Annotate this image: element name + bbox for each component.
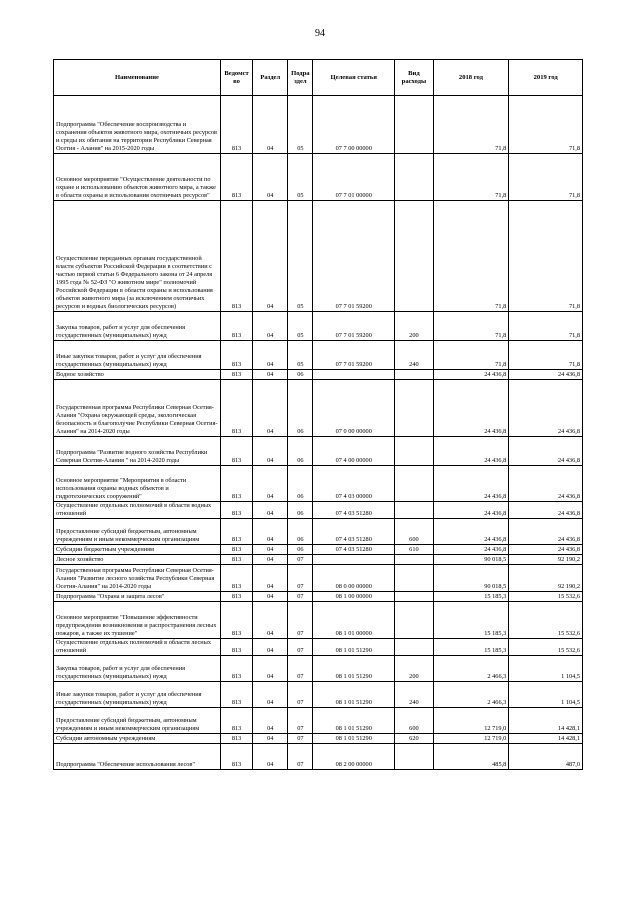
cell-section: 04 [253,96,288,154]
cell-expense-type [395,565,433,592]
cell-expense-type [395,466,433,502]
header-department: Ведомст во [220,60,252,96]
cell-year-2019: 92 190,2 [509,555,583,565]
cell-year-2019: 14 428,1 [509,734,583,744]
table-row [54,502,583,519]
cell-subsection: 06 [288,370,313,380]
cell-name: Водное хозяйство [54,370,221,380]
cell-year-2018: 12 719,0 [433,708,509,734]
cell-section: 04 [253,565,288,592]
cell-subsection: 07 [288,565,313,592]
cell-year-2018: 24 436,8 [433,370,509,380]
cell-year-2018: 12 719,0 [433,734,509,744]
cell-target: 07 7 01 59200 [313,341,395,370]
cell-expense-type [395,370,433,380]
cell-year-2019: 24 436,8 [509,519,583,545]
cell-subsection: 06 [288,437,313,466]
cell-year-2018: 90 018,5 [433,565,509,592]
cell-year-2019: 15 532,6 [509,602,583,639]
cell-department: 813 [220,708,252,734]
cell-year-2018: 24 436,8 [433,380,509,437]
cell-target: 07 7 00 00000 [313,96,395,154]
cell-target: 08 1 01 51290 [313,656,395,682]
cell-expense-type: 610 [395,545,433,555]
cell-department: 813 [220,437,252,466]
page-number: 94 [315,28,325,39]
table-row [54,519,583,545]
table-body [54,96,583,770]
cell-year-2018: 71,8 [433,96,509,154]
table-row [54,466,583,502]
cell-year-2019: 71,8 [509,312,583,341]
cell-name: Государственная программа Республики Северная Осетия-Алания "Развитие лесного хозяйства Республики Северная Осетия-Алания" на 2014-2020 годы [54,565,221,592]
table-row [54,602,583,639]
cell-department: 813 [220,639,252,656]
cell-name: Закупка товаров, работ и услуг для обеспечения государственных (муниципальных) нужд [54,312,221,341]
cell-expense-type [395,201,433,312]
table-row [54,341,583,370]
budget-table [53,59,583,770]
cell-subsection: 07 [288,639,313,656]
cell-year-2018: 485,8 [433,744,509,770]
header-target: Целевая статья [313,60,395,96]
cell-name: Субсидии автономным учреждениям [54,734,221,744]
cell-expense-type: 600 [395,708,433,734]
cell-section: 04 [253,341,288,370]
cell-name: Государственная программа Республики Северная Осетия-Алания "Охрана окружающей среды, экологическая безопасность и благополучие Республики Северная Осетия-Алания" на 2014-2020 годы [54,380,221,437]
cell-expense-type: 200 [395,656,433,682]
table-row [54,312,583,341]
cell-expense-type [395,380,433,437]
cell-expense-type: 240 [395,682,433,708]
cell-year-2018: 24 436,8 [433,545,509,555]
cell-name: Основное мероприятие "Мероприятия в области использования охраны водных объектов и гидротехнических сооружений" [54,466,221,502]
cell-target: 07 7 01 00000 [313,154,395,201]
header-subsection: Подра здел [288,60,313,96]
cell-section: 04 [253,708,288,734]
table-row [54,380,583,437]
cell-department: 813 [220,154,252,201]
cell-year-2018: 24 436,8 [433,519,509,545]
table-row [54,370,583,380]
cell-name: Предоставление субсидий бюджетным, автономным учреждениям и иным некоммерческим организациям [54,708,221,734]
cell-target: 07 4 03 00000 [313,466,395,502]
cell-subsection: 07 [288,656,313,682]
cell-year-2019: 24 436,8 [509,437,583,466]
cell-year-2019: 24 436,8 [509,502,583,519]
cell-name: Осуществление переданных органам государственной власти субъектов Российской Федерации в соответствии с частью первой статьи 6 Федерального закона от 24 апреля 1995 года № 52-ФЗ "О животном мире" полномочий Российской Федерации в области охраны и использования объектов животного мира (за исключением охотничьих ресурсов и водных биологических ресурсов) [54,201,221,312]
cell-target: 08 1 00 00000 [313,592,395,602]
cell-expense-type: 600 [395,519,433,545]
cell-target: 07 4 03 51280 [313,519,395,545]
table-row [54,437,583,466]
cell-subsection: 06 [288,545,313,555]
cell-name: Лесное хозяйство [54,555,221,565]
table-row [54,708,583,734]
cell-subsection: 07 [288,682,313,708]
cell-year-2018: 15 185,3 [433,592,509,602]
table-header-row [54,60,583,96]
cell-expense-type [395,744,433,770]
cell-subsection: 06 [288,519,313,545]
cell-year-2019: 24 436,8 [509,466,583,502]
cell-department: 813 [220,545,252,555]
cell-target [313,370,395,380]
cell-section: 04 [253,555,288,565]
table-row [54,154,583,201]
cell-target: 08 1 01 51290 [313,734,395,744]
cell-section: 04 [253,639,288,656]
cell-expense-type [395,592,433,602]
cell-year-2019: 24 436,8 [509,545,583,555]
table-row [54,639,583,656]
table-row [54,734,583,744]
cell-name: Подпрограмма "Обеспечение воспроизводства и сохранения объектов животного мира, охотничьих ресурсов и среды их обитания на территории Республики Северная Осетия - Алания" на 2015-2020 годы [54,96,221,154]
cell-section: 04 [253,545,288,555]
cell-department: 813 [220,734,252,744]
cell-subsection: 05 [288,154,313,201]
table-row [54,201,583,312]
cell-year-2019: 71,8 [509,154,583,201]
cell-department: 813 [220,312,252,341]
cell-subsection: 06 [288,502,313,519]
table-row [54,682,583,708]
cell-subsection: 07 [288,734,313,744]
cell-section: 04 [253,682,288,708]
header-year-2019: 2019 год [509,60,583,96]
cell-department: 813 [220,682,252,708]
cell-name: Подпрограмма "Охрана и защита лесов" [54,592,221,602]
cell-year-2019: 24 436,8 [509,380,583,437]
cell-department: 813 [220,201,252,312]
cell-year-2018: 71,8 [433,312,509,341]
cell-target: 08 1 01 00000 [313,602,395,639]
cell-name: Осуществление отдельных полномочий в области лесных отношений [54,639,221,656]
cell-section: 04 [253,154,288,201]
cell-year-2019: 71,8 [509,201,583,312]
cell-year-2018: 24 436,8 [433,437,509,466]
cell-target: 08 1 01 51290 [313,708,395,734]
cell-year-2019: 15 532,6 [509,592,583,602]
table-row [54,555,583,565]
cell-year-2018: 71,8 [433,154,509,201]
cell-department: 813 [220,555,252,565]
cell-name: Основное мероприятие "Повышение эффективности предупреждения возникновения и распространения лесных пожаров, а также их тушение" [54,602,221,639]
cell-year-2019: 24 436,8 [509,370,583,380]
cell-year-2019: 487,0 [509,744,583,770]
cell-expense-type [395,96,433,154]
cell-target: 08 0 00 00000 [313,565,395,592]
cell-year-2018: 24 436,8 [433,502,509,519]
cell-department: 813 [220,502,252,519]
cell-name: Подпрограмма "Развитие водного хозяйства Республики Северная Осетия-Алания " на 2014-2020 годы [54,437,221,466]
cell-section: 04 [253,437,288,466]
cell-subsection: 06 [288,466,313,502]
cell-department: 813 [220,602,252,639]
cell-section: 04 [253,370,288,380]
cell-year-2018: 15 185,3 [433,639,509,656]
cell-department: 813 [220,565,252,592]
cell-subsection: 06 [288,380,313,437]
table-row [54,592,583,602]
cell-subsection: 07 [288,592,313,602]
cell-name: Субсидии бюджетным учреждениям [54,545,221,555]
cell-section: 04 [253,201,288,312]
cell-target: 08 1 01 51290 [313,639,395,656]
cell-subsection: 05 [288,96,313,154]
cell-expense-type [395,502,433,519]
cell-section: 04 [253,734,288,744]
table-row [54,565,583,592]
cell-expense-type: 200 [395,312,433,341]
cell-subsection: 05 [288,201,313,312]
cell-subsection: 05 [288,312,313,341]
cell-department: 813 [220,341,252,370]
cell-target: 07 4 00 00000 [313,437,395,466]
cell-section: 04 [253,519,288,545]
cell-department: 813 [220,744,252,770]
cell-expense-type: 620 [395,734,433,744]
cell-expense-type: 240 [395,341,433,370]
cell-subsection: 07 [288,744,313,770]
cell-section: 04 [253,466,288,502]
cell-name: Иные закупки товаров, работ и услуг для обеспечения государственных (муниципальных) нужд [54,682,221,708]
cell-target: 07 4 03 51280 [313,502,395,519]
cell-target: 07 7 01 59200 [313,201,395,312]
header-expense-type: Вид расходы [395,60,433,96]
cell-department: 813 [220,96,252,154]
cell-section: 04 [253,380,288,437]
cell-target: 08 1 01 51290 [313,682,395,708]
cell-subsection: 07 [288,708,313,734]
cell-year-2018: 15 185,3 [433,602,509,639]
cell-section: 04 [253,602,288,639]
cell-year-2018: 90 018,5 [433,555,509,565]
table-row [54,744,583,770]
cell-year-2018: 71,8 [433,341,509,370]
header-name: Наименование [54,60,221,96]
cell-name: Осуществление отдельных полномочий в области водных отношений [54,502,221,519]
cell-year-2018: 24 436,8 [433,466,509,502]
cell-name: Подпрограмма "Обеспечение использования лесов" [54,744,221,770]
cell-department: 813 [220,656,252,682]
cell-section: 04 [253,592,288,602]
cell-section: 04 [253,502,288,519]
cell-section: 04 [253,656,288,682]
cell-target: 07 4 03 51280 [313,545,395,555]
cell-year-2018: 2 466,3 [433,656,509,682]
cell-department: 813 [220,519,252,545]
cell-year-2019: 1 104,5 [509,682,583,708]
cell-subsection: 05 [288,341,313,370]
cell-name: Основное мероприятие "Осуществление деятельности по охране и использованию объектов животного мира, а также в области охраны и использования охотничьих ресурсов" [54,154,221,201]
cell-year-2019: 1 104,5 [509,656,583,682]
cell-year-2018: 2 466,3 [433,682,509,708]
cell-expense-type [395,555,433,565]
cell-department: 813 [220,466,252,502]
cell-target [313,555,395,565]
cell-name: Предоставление субсидий бюджетным, автономным учреждениям и иным некоммерческим организациям [54,519,221,545]
cell-year-2019: 15 532,6 [509,639,583,656]
cell-target: 07 7 01 59200 [313,312,395,341]
cell-year-2019: 92 190,2 [509,565,583,592]
table-row [54,96,583,154]
cell-department: 813 [220,592,252,602]
table-row [54,656,583,682]
cell-year-2018: 71,8 [433,201,509,312]
cell-department: 813 [220,370,252,380]
cell-expense-type [395,639,433,656]
cell-section: 04 [253,312,288,341]
cell-year-2019: 14 428,1 [509,708,583,734]
cell-subsection: 07 [288,555,313,565]
cell-expense-type [395,437,433,466]
cell-department: 813 [220,380,252,437]
cell-subsection: 07 [288,602,313,639]
cell-name: Закупка товаров, работ и услуг для обеспечения государственных (муниципальных) нужд [54,656,221,682]
header-section: Раздел [253,60,288,96]
header-year-2018: 2018 год [433,60,509,96]
cell-year-2019: 71,8 [509,341,583,370]
cell-expense-type [395,602,433,639]
table-row [54,545,583,555]
cell-target: 07 0 00 00000 [313,380,395,437]
cell-name: Иные закупки товаров, работ и услуг для обеспечения государственных (муниципальных) нужд [54,341,221,370]
cell-target: 08 2 00 00000 [313,744,395,770]
cell-expense-type [395,154,433,201]
cell-year-2019: 71,8 [509,96,583,154]
cell-section: 04 [253,744,288,770]
